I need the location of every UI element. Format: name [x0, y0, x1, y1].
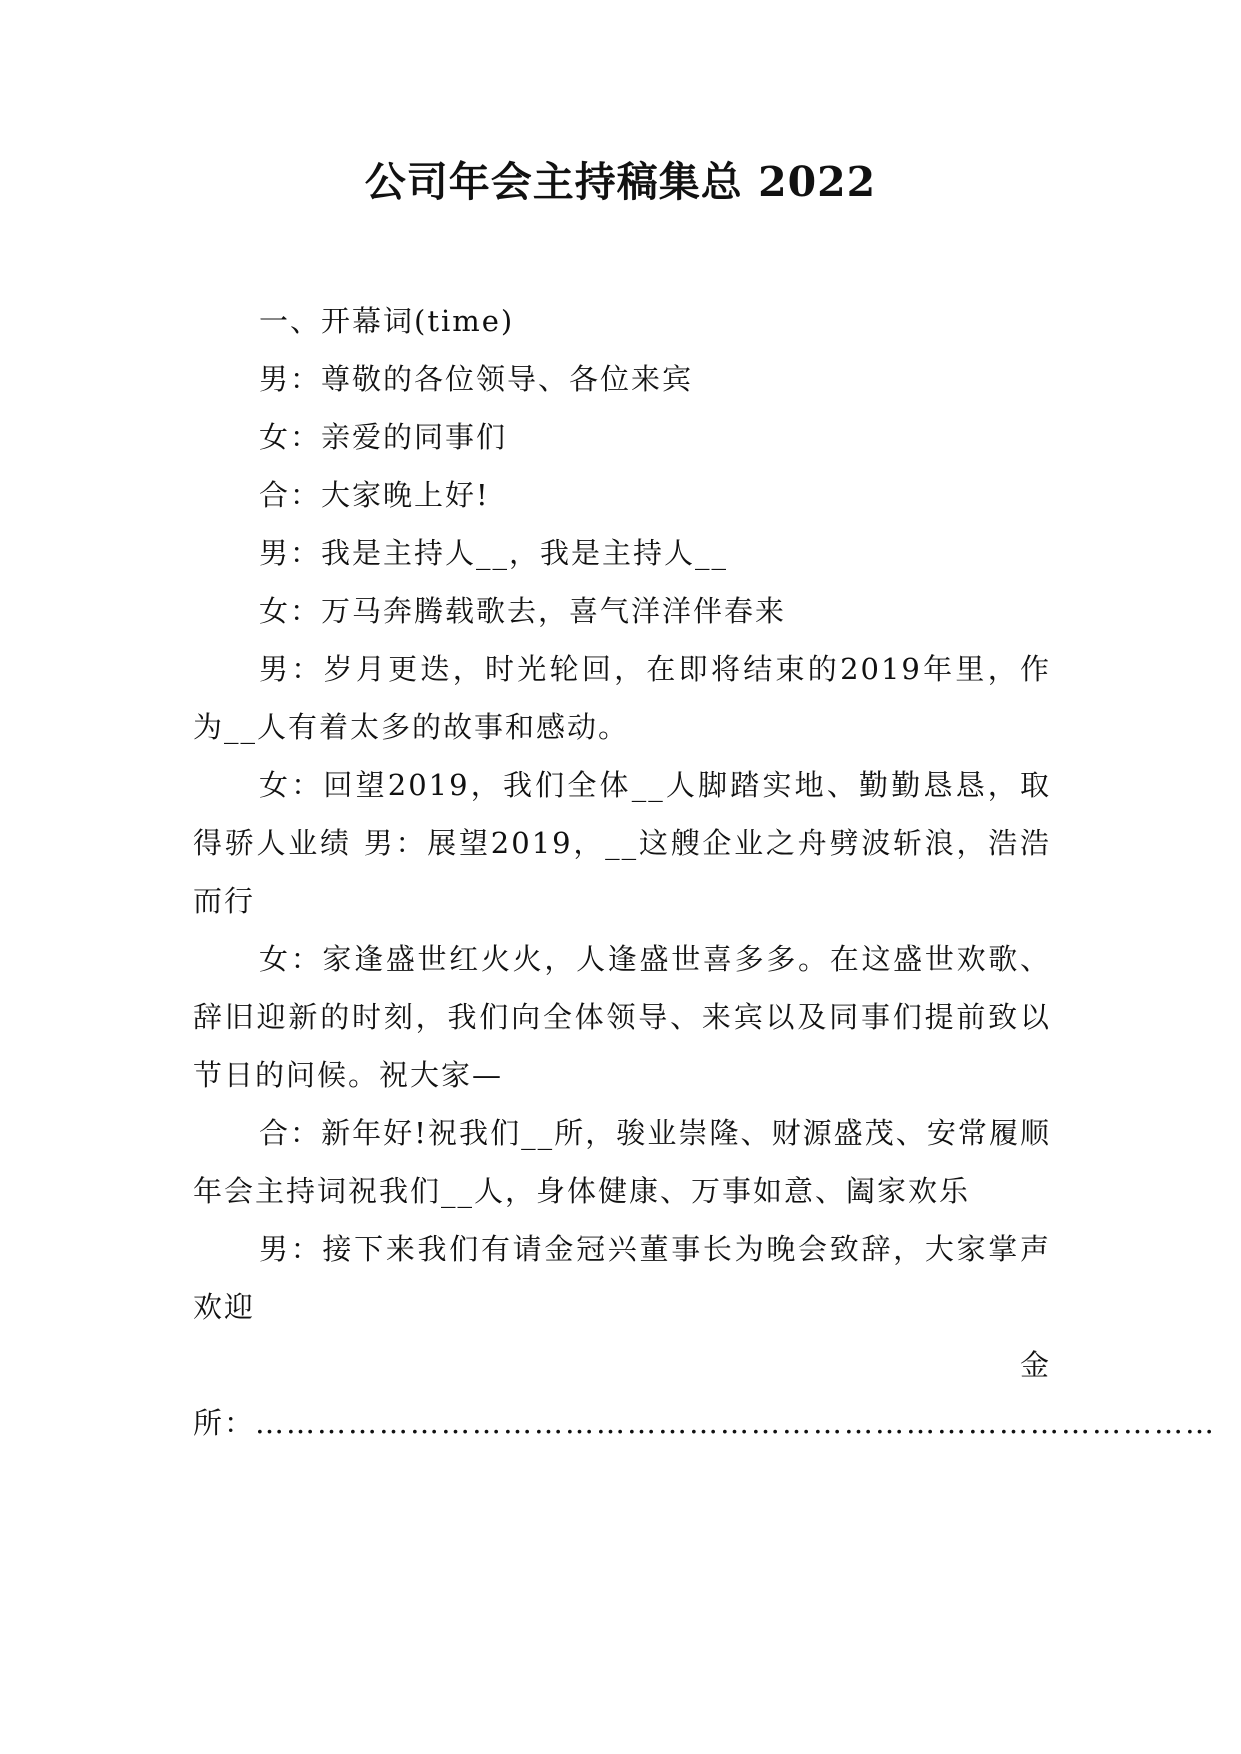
- dialogue-line: 合：新年好!祝我们__所，骏业崇隆、财源盛茂、安常履顺年会主持词祝我们__人，身体健康、万事如意、阖家欢乐: [193, 1116, 1051, 1208]
- section-heading-opening: 一、开幕词(time): [259, 304, 515, 338]
- dialogue-line: 女：家逢盛世红火火，人逢盛世喜多多。在这盛世欢歌、辞旧迎新的时刻，我们向全体领导、来宾以及同事们提前致以节日的问候。祝大家—: [193, 942, 1051, 1092]
- document-title: 公司年会主持稿集总 2022: [364, 158, 877, 206]
- dialogue-line: 男：尊敬的各位领导、各位来宾: [259, 362, 694, 396]
- document-body: [193, 292, 1217, 1452]
- dialogue-line: 男：岁月更迭，时光轮回，在即将结束的2019年里，作为__人有着太多的故事和感动。: [193, 652, 1051, 744]
- dialogue-line: 女：亲爱的同事们: [259, 420, 508, 454]
- dotted-line: 所：…………………………………………………………………………………: [193, 1406, 1217, 1440]
- dialogue-line: 男：我是主持人__，我是主持人__: [259, 536, 729, 570]
- dialogue-line: 女：万马奔腾载歌去，喜气洋洋伴春来: [259, 594, 787, 628]
- right-aligned-fragment: 金: [1019, 1348, 1051, 1382]
- dialogue-line: 男：接下来我们有请金冠兴董事长为晚会致辞，大家掌声欢迎: [193, 1232, 1051, 1324]
- dialogue-line: 女：回望2019，我们全体__人脚踏实地、勤勤恳恳，取得骄人业绩 男：展望2019，__这艘企业之舟劈波斩浪，浩浩而行: [193, 768, 1051, 918]
- dialogue-line: 合：大家晚上好!: [259, 478, 490, 512]
